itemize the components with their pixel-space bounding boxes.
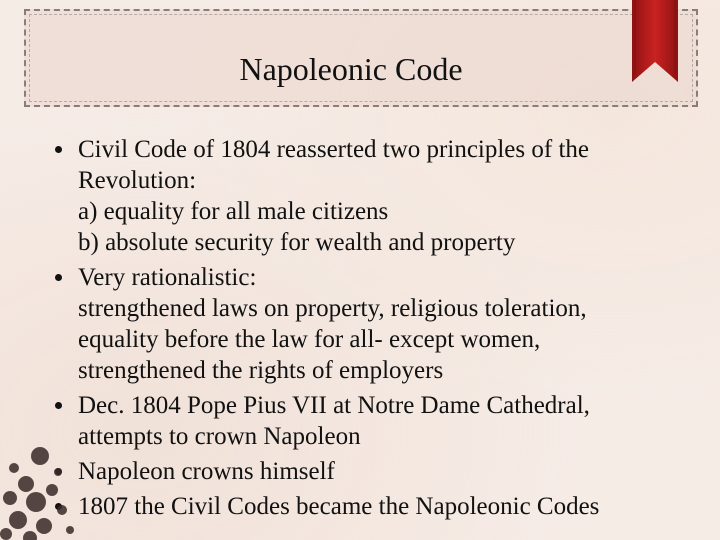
bullet-line: Civil Code of 1804 reasserted two principles of the [78,136,589,163]
bullet-dot-icon [55,146,62,153]
bullet-line: Very rationalistic: [78,264,257,291]
bullet-item [52,456,712,487]
bullet-line: Napoleon crowns himself [78,458,335,485]
bullet-item [52,262,712,386]
bullet-line: a) equality for all male citizens [78,198,389,225]
bullet-line: b) absolute security for wealth and property [78,229,516,256]
bullet-line: equality before the law for all- except women, [78,326,541,353]
bullet-line: strengthened the rights of employers [78,357,444,384]
title-frame [24,9,698,107]
bullet-line: 1807 the Civil Codes became the Napoleonic Codes [78,493,600,520]
bullet-item [52,134,712,258]
bullet-dot-icon [55,402,62,409]
bullet-line: attempts to crown Napoleon [78,423,361,450]
slide-title: Napoleonic Code [239,51,463,87]
bullet-line: Dec. 1804 Pope Pius VII at Notre Dame Cathedral, [78,392,590,419]
bullet-item [52,491,712,522]
ink-splatter-icon [0,440,80,540]
bullet-dot-icon [55,274,62,281]
bullet-line: Revolution: [78,167,197,194]
bookmark-ribbon-icon [632,0,678,82]
bullet-list [52,134,712,522]
bullet-line: strengthened laws on property, religious toleration, [78,295,587,322]
bullet-item [52,390,712,452]
